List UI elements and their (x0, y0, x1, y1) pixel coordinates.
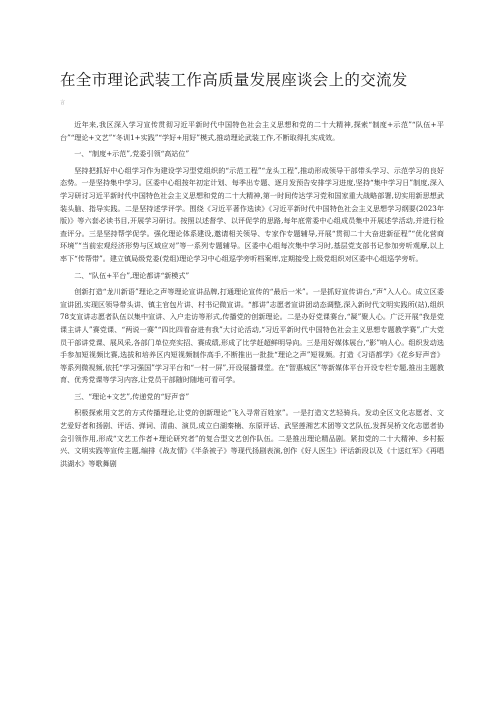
document-body (60, 119, 444, 470)
section-heading-1: 一、“制度+示范”,党委引领“高站位” (74, 149, 190, 159)
title-continuation: 言 (60, 100, 66, 106)
section-heading-3: 三、“理论+文艺”,传递党的“好声音” (74, 391, 190, 401)
body-paragraph: 坚持把抓好中心组学习作为建设学习型党组织的“示范工程”“龙头工程”,推动形成领导干部带头学习、示范学习的良好态势。一是坚持集中学习。区委中心组按年初定计划、每季出专题、逐月发预告安排学习进度,坚持“集中学习日”制度,深入学习研讨习近平新时代中国特色社会主义思想和党的二十大精神,第一时间传达学习党和国家重大战略部署,切实用新思想武装头脑、指导实践。二是坚持述学评学。围绕《习近平著作选读》《习近平新时代中国特色社会主义思想学习纲要(2023年版)》等六套必读书目,开展学习研讨。按照以述督学、以评促学的思路,每年底常委中心组成员集中开展述学活动,并进行检查评分。三是坚持帮学促学。强化理论体系建设,邀请相关领导、专家作专题辅导,开展“贯彻二十大奋进新征程”“优化营商环境”“当前宏观经济形势与区域应对”等一系列专题辅导。区委中心组每次集中学习时,基层党支部书记参加旁听观摩,以上率下“传帮带”。建立镇局级党委(党组)理论学习中心组巡学旁听档案库,定期接受上级党组织对区委中心组巡学旁听。 (60, 165, 444, 263)
body-paragraph: 创新打造“龙川新语”理论之声等理论宣讲品牌,打通理论宣传的“最后一米”。一是抓好宣传讲台,“声”入人心。成立区委宣讲团,实现区领导带头讲、镇主官包片讲、村书记微宣讲。“都讲”志愿者宣讲团动态调整,深入新时代文明实践所(站),组织78支宣讲志愿者队伍以集中宣讲、入户走访等形式,传播党的创新理论。二是办好党课赛台,“凝”聚人心。广泛开展“我是党课主讲人”赛党课、“两说一赛”“四比四看奋进有我”大讨论活动,“习近平新时代中国特色社会主义思想专题教学赛”,广大党员干部讲党课、展风采,各部门单位亮实招、赛成绩,形成了比学赶超鲜明导向。三是用好媒体展台,“影”响人心。组织发动选手参加短视频比赛,选拔和培养区内短视频制作高手,不断推出一批批“理论之声”短视频。打造《习语都学》《花乡好声音》等系列微视频,依托“学习强国”学习平台和“一村一屏”,开设展播课堂。在“智惠城区”等新媒体平台开设专栏专题,推出主题教育、优秀党课等学习内容,让党员干部随时随地可看可学。 (60, 287, 444, 385)
body-paragraph: 积极探索用文艺的方式传播理论,让党的创新理论“飞入寻常百姓家”。一是打造文艺轻骑兵。发动全区文化志愿者、文艺爱好者和扬剧、评话、弹词、清曲、演员,成立白湖秦楠、东原评话、武坚莲湘艺术团等文艺队伍,发挥吴桥文化志愿者协会引领作用,形成“文艺工作者+理论研究者”的复合型文艺创作队伍。二是推出理论精品剧。紧扣党的二十大精神、乡村振兴、文明实践等宣传主题,编排《战友情》《半条被子》等现代扬剧表演,创作《好人医生》评话新段以及《十送红军》《再唱洪湖水》等歌舞剧 (60, 408, 444, 468)
document-title: 在全市理论武装工作高质量发展座谈会上的交流发 (60, 71, 408, 89)
intro-paragraph: 近年来,我区深入学习宣传贯彻习近平新时代中国特色社会主义思想和党的二十大精神,探索“制度+示范”“队伍+平台”“理论+文艺”“冬训1+实践”“学好+用好”模式,推动理论武装工作,不断取得扎实成效。 (60, 120, 444, 142)
section-heading-2: 二、“队伍+平台”,理论都讲“新模式” (74, 270, 190, 280)
